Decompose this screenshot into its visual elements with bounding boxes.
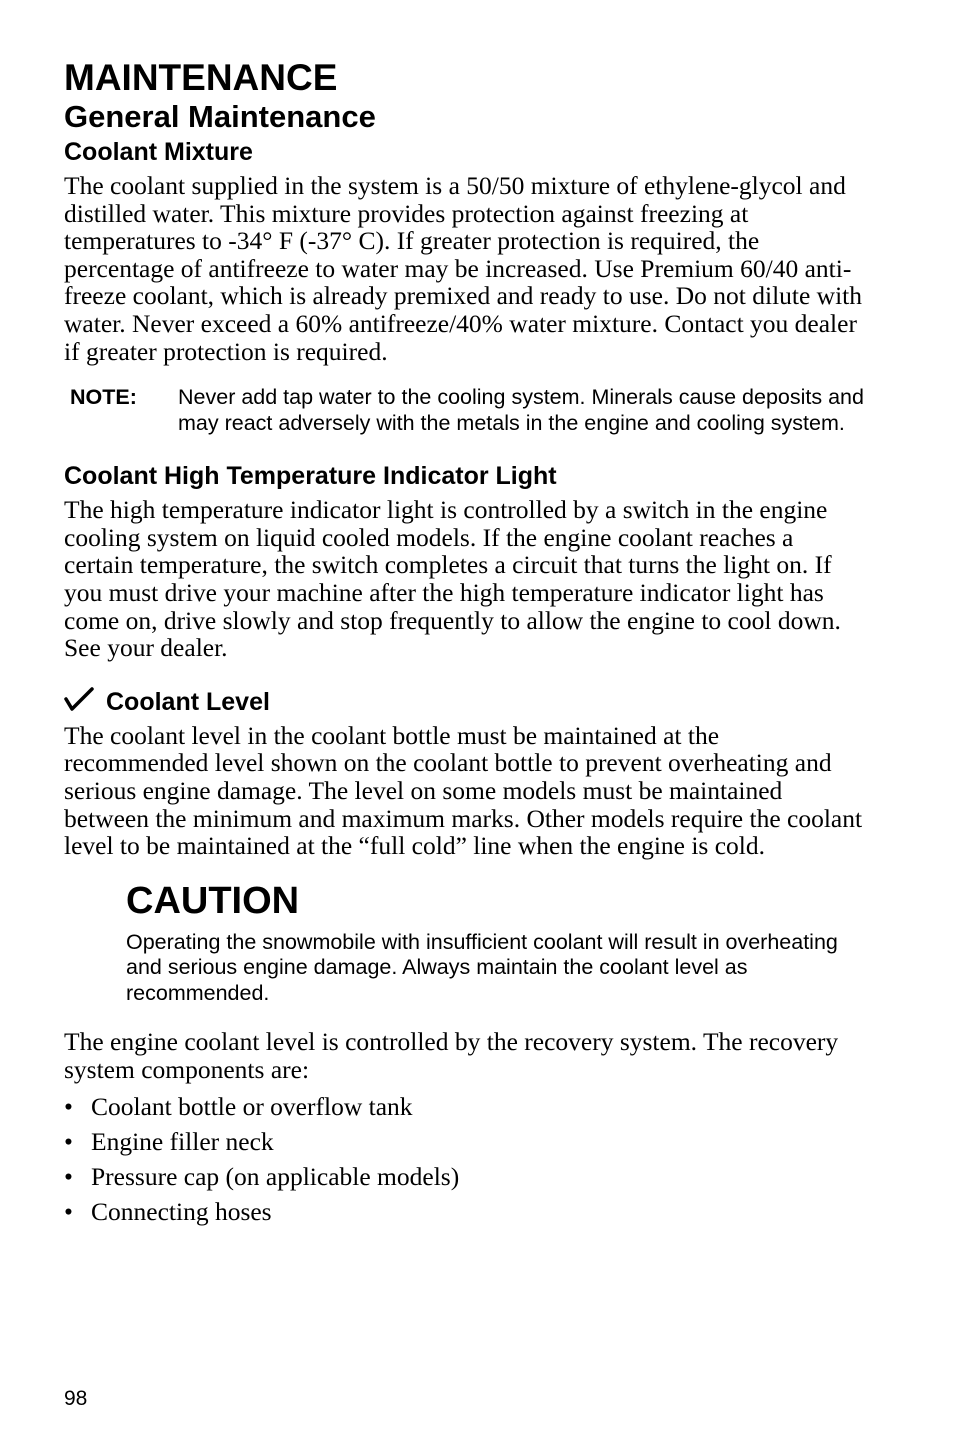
page-title: MAINTENANCE <box>64 57 338 98</box>
indicator-light-paragraph: The high temperature indicator light is controlled by a switch in the engine cooling system on liquid cooled models. If the engine coolant reaches a certain temperature, the switch completes a circuit that turns the light on. If you must drive your machine after the high temperature indicator light has come on, drive slowly and stop frequently to allow the engine to cool down. See your dealer. <box>64 495 841 663</box>
list-item: • Pressure cap (on applicable models) <box>64 1159 864 1194</box>
coolant-mixture-heading: Coolant Mixture <box>64 138 253 166</box>
caution-title: CAUTION <box>126 879 300 922</box>
page-number: 98 <box>64 1387 88 1410</box>
note-text: Never add tap water to the cooling system. Minerals cause deposits and may react adversely with the metals in the engine and cooling system. <box>178 385 864 435</box>
checkmark-icon <box>64 686 94 712</box>
note-block <box>70 385 864 436</box>
list-item: • Coolant bottle or overflow tank <box>64 1089 864 1124</box>
bullet-glyph: • <box>64 1162 73 1192</box>
caution-text: Operating the snowmobile with insufficient coolant will result in overheating and serious engine damage. Always maintain the coolant level as recommended. <box>126 929 838 1005</box>
page-subtitle: General Maintenance <box>64 99 376 134</box>
bullet-glyph: • <box>64 1127 73 1157</box>
coolant-mixture-paragraph: The coolant supplied in the system is a 50/50 mixture of ethylene-glycol and distilled water. This mixture provides protection against freezing at temperatures to -34° F (-37° C). If greater protection is required, the percentage of antifreeze to water may be increased. Use Premium 60/40 anti-freeze coolant, which is already premixed and ready to use. Do not dilute with water. Never exceed a 60% antifreeze/40% water mixture. Contact you dealer if greater protection is required. <box>64 171 863 366</box>
coolant-level-paragraph: The coolant level in the coolant bottle must be maintained at the recommended level shown on the coolant bottle to prevent overheating and serious engine damage. The level on some models must be maintained between the minimum and maximum marks. Other models require the coolant level to be maintained at the “full cold” line when the engine is cold. <box>64 720 863 861</box>
coolant-level-heading: Coolant Level <box>106 687 270 716</box>
caution-block <box>126 878 864 1007</box>
recovery-components-list <box>64 1089 864 1229</box>
list-item: • Connecting hoses <box>64 1194 864 1229</box>
indicator-light-heading: Coolant High Temperature Indicator Light <box>64 462 557 491</box>
recovery-system-paragraph: The engine coolant level is controlled by the recovery system. The recovery system components are: <box>64 1027 839 1084</box>
list-item: • Engine filler neck <box>64 1124 864 1159</box>
coolant-level-heading-row <box>64 686 864 718</box>
note-label: NOTE: <box>70 385 137 410</box>
bullet-glyph: • <box>64 1197 73 1227</box>
manual-page <box>64 56 864 1229</box>
bullet-glyph: • <box>64 1092 73 1122</box>
